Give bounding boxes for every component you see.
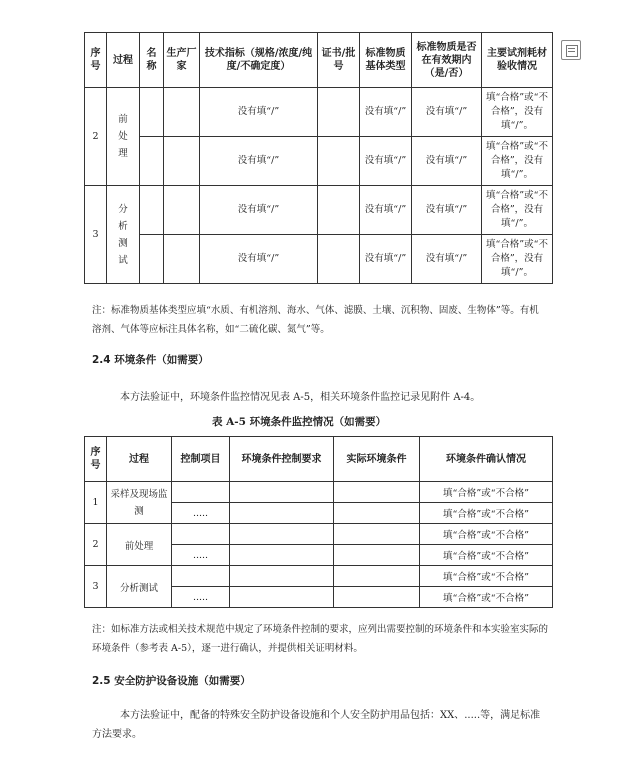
paragraph: 本方法验证中，配备的特殊安全防护设备设施和个人安全防护用品包括：XX、.....等，满足标准方法要求。 bbox=[92, 710, 541, 740]
table-row bbox=[85, 186, 553, 235]
table-note: 注：如标准方法或相关技术规范中规定了环境条件控制的要求，应列出需要控制的环境条件和本实验室实际的环境条件（参考表 A-5），逐一进行确认，并提供相关证明材料。 bbox=[92, 624, 549, 654]
col-header: 标准物质是否在有效期内（是/否） bbox=[412, 33, 482, 88]
table-row bbox=[85, 88, 553, 137]
standard-material-table bbox=[84, 32, 553, 284]
section-heading: 2.5 安全防护设备设施（如需要） bbox=[92, 675, 251, 687]
col-header: 序号 bbox=[85, 437, 107, 482]
tech-spec-cell: 没有填“/” bbox=[200, 186, 318, 235]
validity-cell: 没有填“/” bbox=[412, 88, 482, 137]
process-cell: 分析测试 bbox=[107, 186, 140, 284]
acceptance-cell: 填“合格”或“不合格”，没有填“/”。 bbox=[482, 186, 553, 235]
tech-spec-cell: 没有填“/” bbox=[200, 137, 318, 186]
confirm-cell: 填“合格”或“不合格” bbox=[420, 587, 553, 608]
table-caption: 表 A-5 环境条件监控情况（如需要） bbox=[212, 416, 387, 428]
environment-table bbox=[84, 436, 553, 608]
col-header: 控制项目 bbox=[172, 437, 230, 482]
table-header-row bbox=[85, 33, 553, 88]
control-item-cell: ..... bbox=[172, 503, 230, 524]
matrix-cell: 没有填“/” bbox=[360, 88, 412, 137]
control-item-cell: ..... bbox=[172, 545, 230, 566]
table-note: 注：标准物质基体类型应填“水质、有机溶剂、海水、气体、滤膜、土壤、沉积物、固废、生物体”等。有机溶剂、气体等应标注具体名称，如“二硫化碳、氮气”等。 bbox=[92, 305, 539, 335]
process-cell: 采样及现场监测 bbox=[107, 482, 172, 524]
col-header: 实际环境条件 bbox=[334, 437, 420, 482]
process-cell: 前处理 bbox=[107, 524, 172, 566]
col-header: 主要试剂耗材验收情况 bbox=[482, 33, 553, 88]
table-row bbox=[85, 524, 553, 545]
control-item-cell: ..... bbox=[172, 587, 230, 608]
row-number: 2 bbox=[85, 88, 107, 186]
acceptance-cell: 填“合格”或“不合格”，没有填“/”。 bbox=[482, 137, 553, 186]
col-header: 名称 bbox=[140, 33, 164, 88]
col-header: 环境条件控制要求 bbox=[230, 437, 334, 482]
table-row bbox=[85, 235, 553, 284]
tech-spec-cell: 没有填“/” bbox=[200, 235, 318, 284]
row-number: 1 bbox=[85, 482, 107, 524]
process-cell: 前处理 bbox=[107, 88, 140, 186]
tech-spec-cell: 没有填“/” bbox=[200, 88, 318, 137]
table-row bbox=[85, 482, 553, 503]
acceptance-cell: 填“合格”或“不合格”，没有填“/”。 bbox=[482, 88, 553, 137]
col-header: 生产厂家 bbox=[164, 33, 200, 88]
table-header-row bbox=[85, 437, 553, 482]
confirm-cell: 填“合格”或“不合格” bbox=[420, 503, 553, 524]
section-heading: 2.4 环境条件（如需要） bbox=[92, 354, 209, 366]
matrix-cell: 没有填“/” bbox=[360, 235, 412, 284]
validity-cell: 没有填“/” bbox=[412, 186, 482, 235]
col-header: 技术指标（规格/浓度/纯度/不确定度） bbox=[200, 33, 318, 88]
matrix-cell: 没有填“/” bbox=[360, 186, 412, 235]
row-number: 3 bbox=[85, 186, 107, 284]
process-cell: 分析测试 bbox=[107, 566, 172, 608]
validity-cell: 没有填“/” bbox=[412, 235, 482, 284]
col-header: 过程 bbox=[107, 33, 140, 88]
table-row bbox=[85, 137, 553, 186]
confirm-cell: 填“合格”或“不合格” bbox=[420, 545, 553, 566]
confirm-cell: 填“合格”或“不合格” bbox=[420, 566, 553, 587]
acceptance-cell: 填“合格”或“不合格”，没有填“/”。 bbox=[482, 235, 553, 284]
scan-icon[interactable] bbox=[561, 40, 581, 60]
col-header: 序号 bbox=[85, 33, 107, 88]
paragraph: 本方法验证中，环境条件监控情况见表 A-5，相关环境条件监控记录见附件 A-4。 bbox=[120, 392, 481, 403]
col-header: 标准物质基体类型 bbox=[360, 33, 412, 88]
matrix-cell: 没有填“/” bbox=[360, 137, 412, 186]
confirm-cell: 填“合格”或“不合格” bbox=[420, 482, 553, 503]
row-number: 2 bbox=[85, 524, 107, 566]
validity-cell: 没有填“/” bbox=[412, 137, 482, 186]
col-header: 过程 bbox=[107, 437, 172, 482]
col-header: 环境条件确认情况 bbox=[420, 437, 553, 482]
col-header: 证书/批号 bbox=[318, 33, 360, 88]
table-row bbox=[85, 566, 553, 587]
row-number: 3 bbox=[85, 566, 107, 608]
confirm-cell: 填“合格”或“不合格” bbox=[420, 524, 553, 545]
